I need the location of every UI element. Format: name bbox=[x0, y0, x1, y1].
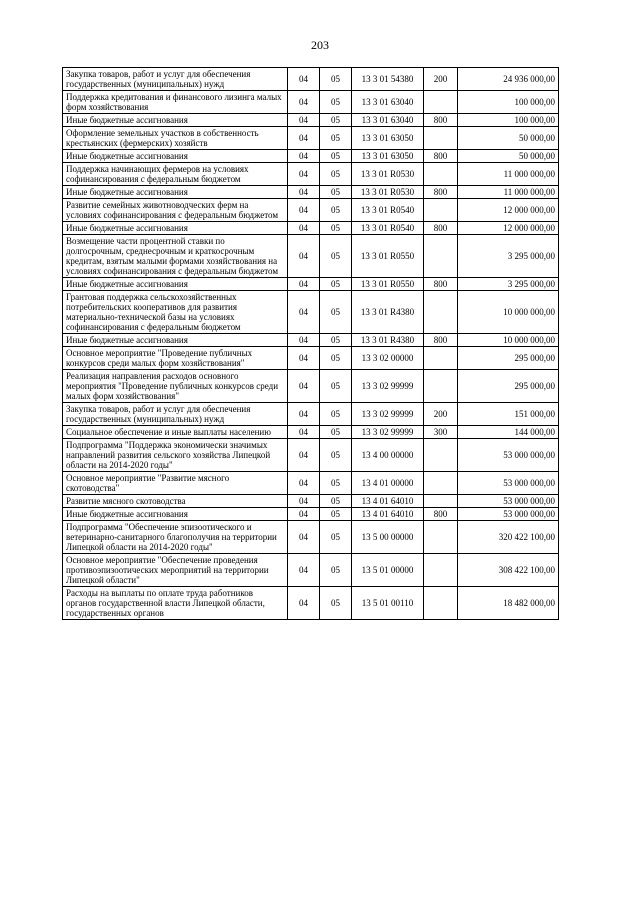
row-article-cell: 13 3 01 R0550 bbox=[352, 278, 424, 291]
row-amount-cell: 3 295 000,00 bbox=[458, 235, 559, 278]
row-type-cell: 800 bbox=[424, 114, 458, 127]
row-type-cell bbox=[424, 235, 458, 278]
row-name-cell: Расходы на выплаты по оплате труда работников органов государственной власти Липецкой области, государственных органов bbox=[63, 587, 288, 620]
row-section-cell: 04 bbox=[288, 439, 320, 472]
row-amount-cell: 10 000 000,00 bbox=[458, 334, 559, 347]
row-section-cell: 04 bbox=[288, 370, 320, 403]
row-name-cell: Иные бюджетные ассигнования bbox=[63, 114, 288, 127]
row-type-cell: 800 bbox=[424, 222, 458, 235]
row-article-cell: 13 3 01 63040 bbox=[352, 91, 424, 114]
row-article-cell: 13 3 01 R0540 bbox=[352, 222, 424, 235]
row-name-cell: Оформление земельных участков в собственность крестьянских (фермерских) хозяйств bbox=[63, 127, 288, 150]
row-section-cell: 04 bbox=[288, 508, 320, 521]
row-amount-cell: 50 000,00 bbox=[458, 150, 559, 163]
row-subsection-cell: 05 bbox=[320, 439, 352, 472]
row-amount-cell: 151 000,00 bbox=[458, 403, 559, 426]
row-name-cell: Иные бюджетные ассигнования bbox=[63, 186, 288, 199]
row-amount-cell: 12 000 000,00 bbox=[458, 222, 559, 235]
row-subsection-cell: 05 bbox=[320, 587, 352, 620]
row-subsection-cell: 05 bbox=[320, 114, 352, 127]
row-amount-cell: 320 422 100,00 bbox=[458, 521, 559, 554]
row-name-cell: Иные бюджетные ассигнования bbox=[63, 334, 288, 347]
budget-table bbox=[62, 67, 559, 620]
row-amount-cell: 12 000 000,00 bbox=[458, 199, 559, 222]
row-type-cell bbox=[424, 91, 458, 114]
row-name-cell: Поддержка начинающих фермеров на условиях софинансирования с федеральным бюджетом bbox=[63, 163, 288, 186]
row-amount-cell: 11 000 000,00 bbox=[458, 186, 559, 199]
row-subsection-cell: 05 bbox=[320, 91, 352, 114]
row-section-cell: 04 bbox=[288, 403, 320, 426]
row-type-cell bbox=[424, 199, 458, 222]
table-row bbox=[63, 235, 559, 278]
row-section-cell: 04 bbox=[288, 495, 320, 508]
table-row bbox=[63, 508, 559, 521]
table-row bbox=[63, 347, 559, 370]
row-name-cell: Подпрограмма "Поддержка экономически значимых направлений развития сельского хозяйства Липецкой области на 2014-2020 годы" bbox=[63, 439, 288, 472]
row-type-cell: 800 bbox=[424, 278, 458, 291]
table-row bbox=[63, 495, 559, 508]
page-number: 203 bbox=[311, 38, 329, 52]
row-subsection-cell: 05 bbox=[320, 347, 352, 370]
row-section-cell: 04 bbox=[288, 472, 320, 495]
row-type-cell: 800 bbox=[424, 334, 458, 347]
row-type-cell bbox=[424, 554, 458, 587]
row-section-cell: 04 bbox=[288, 127, 320, 150]
row-article-cell: 13 3 02 00000 bbox=[352, 347, 424, 370]
row-type-cell: 200 bbox=[424, 68, 458, 91]
row-section-cell: 04 bbox=[288, 91, 320, 114]
row-name-cell: Закупка товаров, работ и услуг для обеспечения государственных (муниципальных) нужд bbox=[63, 403, 288, 426]
row-article-cell: 13 3 01 R0550 bbox=[352, 235, 424, 278]
row-name-cell: Иные бюджетные ассигнования bbox=[63, 150, 288, 163]
row-type-cell bbox=[424, 163, 458, 186]
table-row bbox=[63, 186, 559, 199]
row-type-cell bbox=[424, 291, 458, 334]
row-article-cell: 13 4 01 00000 bbox=[352, 472, 424, 495]
row-amount-cell: 24 936 000,00 bbox=[458, 68, 559, 91]
row-name-cell: Закупка товаров, работ и услуг для обеспечения государственных (муниципальных) нужд bbox=[63, 68, 288, 91]
table-row bbox=[63, 127, 559, 150]
row-amount-cell: 50 000,00 bbox=[458, 127, 559, 150]
row-section-cell: 04 bbox=[288, 222, 320, 235]
table-row bbox=[63, 554, 559, 587]
row-name-cell: Поддержка кредитования и финансового лизинга малых форм хозяйствования bbox=[63, 91, 288, 114]
row-article-cell: 13 3 01 R0530 bbox=[352, 186, 424, 199]
row-name-cell: Иные бюджетные ассигнования bbox=[63, 278, 288, 291]
row-section-cell: 04 bbox=[288, 347, 320, 370]
table-row bbox=[63, 426, 559, 439]
row-article-cell: 13 3 01 R4380 bbox=[352, 334, 424, 347]
row-name-cell: Подпрограмма "Обеспечение эпизоотического и ветеринарно-санитарного благополучия на территории Липецкой области на 2014-2020 годы" bbox=[63, 521, 288, 554]
row-section-cell: 04 bbox=[288, 291, 320, 334]
row-name-cell: Развитие мясного скотоводства bbox=[63, 495, 288, 508]
row-amount-cell: 53 000 000,00 bbox=[458, 472, 559, 495]
row-section-cell: 04 bbox=[288, 334, 320, 347]
table-row bbox=[63, 439, 559, 472]
row-name-cell: Развитие семейных животноводческих ферм на условиях софинансирования с федеральным бюджетом bbox=[63, 199, 288, 222]
row-type-cell bbox=[424, 521, 458, 554]
row-amount-cell: 100 000,00 bbox=[458, 91, 559, 114]
row-section-cell: 04 bbox=[288, 426, 320, 439]
row-subsection-cell: 05 bbox=[320, 403, 352, 426]
row-subsection-cell: 05 bbox=[320, 150, 352, 163]
row-article-cell: 13 3 01 R0530 bbox=[352, 163, 424, 186]
table-row bbox=[63, 278, 559, 291]
table-row bbox=[63, 114, 559, 127]
table-row bbox=[63, 150, 559, 163]
row-article-cell: 13 3 01 R4380 bbox=[352, 291, 424, 334]
row-article-cell: 13 3 01 63040 bbox=[352, 114, 424, 127]
row-section-cell: 04 bbox=[288, 114, 320, 127]
row-subsection-cell: 05 bbox=[320, 495, 352, 508]
row-subsection-cell: 05 bbox=[320, 291, 352, 334]
row-subsection-cell: 05 bbox=[320, 127, 352, 150]
row-amount-cell: 100 000,00 bbox=[458, 114, 559, 127]
row-amount-cell: 308 422 100,00 bbox=[458, 554, 559, 587]
row-article-cell: 13 3 02 99999 bbox=[352, 370, 424, 403]
row-subsection-cell: 05 bbox=[320, 222, 352, 235]
row-subsection-cell: 05 bbox=[320, 554, 352, 587]
table-row bbox=[63, 472, 559, 495]
row-article-cell: 13 5 01 00110 bbox=[352, 587, 424, 620]
row-subsection-cell: 05 bbox=[320, 278, 352, 291]
row-name-cell: Основное мероприятие "Проведение публичных конкурсов среди малых форм хозяйствования" bbox=[63, 347, 288, 370]
row-amount-cell: 295 000,00 bbox=[458, 347, 559, 370]
row-section-cell: 04 bbox=[288, 521, 320, 554]
row-amount-cell: 53 000 000,00 bbox=[458, 508, 559, 521]
row-subsection-cell: 05 bbox=[320, 521, 352, 554]
row-subsection-cell: 05 bbox=[320, 426, 352, 439]
table-row bbox=[63, 370, 559, 403]
row-type-cell bbox=[424, 587, 458, 620]
row-article-cell: 13 3 02 99999 bbox=[352, 426, 424, 439]
row-subsection-cell: 05 bbox=[320, 163, 352, 186]
row-name-cell: Основное мероприятие "Развитие мясного скотоводства" bbox=[63, 472, 288, 495]
row-name-cell: Возмещение части процентной ставки по долгосрочным, среднесрочным и краткосрочным кредитам, взятым малыми формами хозяйствования на условиях софинансирования с федеральным бюджетом bbox=[63, 235, 288, 278]
row-name-cell: Грантовая поддержка сельскохозяйственных потребительских кооперативов для развития материально-технической базы на условиях софинансирования с федеральным бюджетом bbox=[63, 291, 288, 334]
row-subsection-cell: 05 bbox=[320, 334, 352, 347]
row-name-cell: Иные бюджетные ассигнования bbox=[63, 222, 288, 235]
row-type-cell: 300 bbox=[424, 426, 458, 439]
row-section-cell: 04 bbox=[288, 68, 320, 91]
row-subsection-cell: 05 bbox=[320, 186, 352, 199]
row-type-cell bbox=[424, 439, 458, 472]
row-amount-cell: 295 000,00 bbox=[458, 370, 559, 403]
table-row bbox=[63, 163, 559, 186]
table-row bbox=[63, 521, 559, 554]
row-section-cell: 04 bbox=[288, 186, 320, 199]
row-section-cell: 04 bbox=[288, 587, 320, 620]
row-type-cell bbox=[424, 127, 458, 150]
row-amount-cell: 18 482 000,00 bbox=[458, 587, 559, 620]
row-name-cell: Социальное обеспечение и иные выплаты населению bbox=[63, 426, 288, 439]
table-row bbox=[63, 68, 559, 91]
budget-table-body bbox=[63, 68, 559, 620]
row-article-cell: 13 5 00 00000 bbox=[352, 521, 424, 554]
table-row bbox=[63, 291, 559, 334]
row-section-cell: 04 bbox=[288, 199, 320, 222]
row-amount-cell: 53 000 000,00 bbox=[458, 495, 559, 508]
row-name-cell: Реализация направления расходов основного мероприятия "Проведение публичных конкурсов среди малых форм хозяйствования" bbox=[63, 370, 288, 403]
row-subsection-cell: 05 bbox=[320, 68, 352, 91]
row-article-cell: 13 3 02 99999 bbox=[352, 403, 424, 426]
row-article-cell: 13 4 01 64010 bbox=[352, 495, 424, 508]
row-subsection-cell: 05 bbox=[320, 370, 352, 403]
table-row bbox=[63, 199, 559, 222]
row-subsection-cell: 05 bbox=[320, 508, 352, 521]
row-amount-cell: 11 000 000,00 bbox=[458, 163, 559, 186]
row-section-cell: 04 bbox=[288, 278, 320, 291]
row-type-cell: 200 bbox=[424, 403, 458, 426]
row-section-cell: 04 bbox=[288, 150, 320, 163]
row-section-cell: 04 bbox=[288, 163, 320, 186]
row-name-cell: Основное мероприятие "Обеспечение проведения противоэпизоотических мероприятий на территории Липецкой области" bbox=[63, 554, 288, 587]
row-section-cell: 04 bbox=[288, 235, 320, 278]
row-article-cell: 13 3 01 R0540 bbox=[352, 199, 424, 222]
row-article-cell: 13 4 01 64010 bbox=[352, 508, 424, 521]
row-type-cell bbox=[424, 370, 458, 403]
row-amount-cell: 144 000,00 bbox=[458, 426, 559, 439]
row-article-cell: 13 5 01 00000 bbox=[352, 554, 424, 587]
row-type-cell: 800 bbox=[424, 508, 458, 521]
row-section-cell: 04 bbox=[288, 554, 320, 587]
table-row bbox=[63, 587, 559, 620]
row-article-cell: 13 3 01 63050 bbox=[352, 150, 424, 163]
row-subsection-cell: 05 bbox=[320, 235, 352, 278]
row-type-cell bbox=[424, 472, 458, 495]
row-amount-cell: 3 295 000,00 bbox=[458, 278, 559, 291]
row-article-cell: 13 3 01 54380 bbox=[352, 68, 424, 91]
row-type-cell bbox=[424, 347, 458, 370]
row-subsection-cell: 05 bbox=[320, 199, 352, 222]
table-row bbox=[63, 334, 559, 347]
row-type-cell bbox=[424, 495, 458, 508]
row-subsection-cell: 05 bbox=[320, 472, 352, 495]
row-article-cell: 13 4 00 00000 bbox=[352, 439, 424, 472]
row-type-cell: 800 bbox=[424, 150, 458, 163]
row-article-cell: 13 3 01 63050 bbox=[352, 127, 424, 150]
table-row bbox=[63, 91, 559, 114]
row-amount-cell: 10 000 000,00 bbox=[458, 291, 559, 334]
row-name-cell: Иные бюджетные ассигнования bbox=[63, 508, 288, 521]
table-row bbox=[63, 403, 559, 426]
row-type-cell: 800 bbox=[424, 186, 458, 199]
table-row bbox=[63, 222, 559, 235]
row-amount-cell: 53 000 000,00 bbox=[458, 439, 559, 472]
